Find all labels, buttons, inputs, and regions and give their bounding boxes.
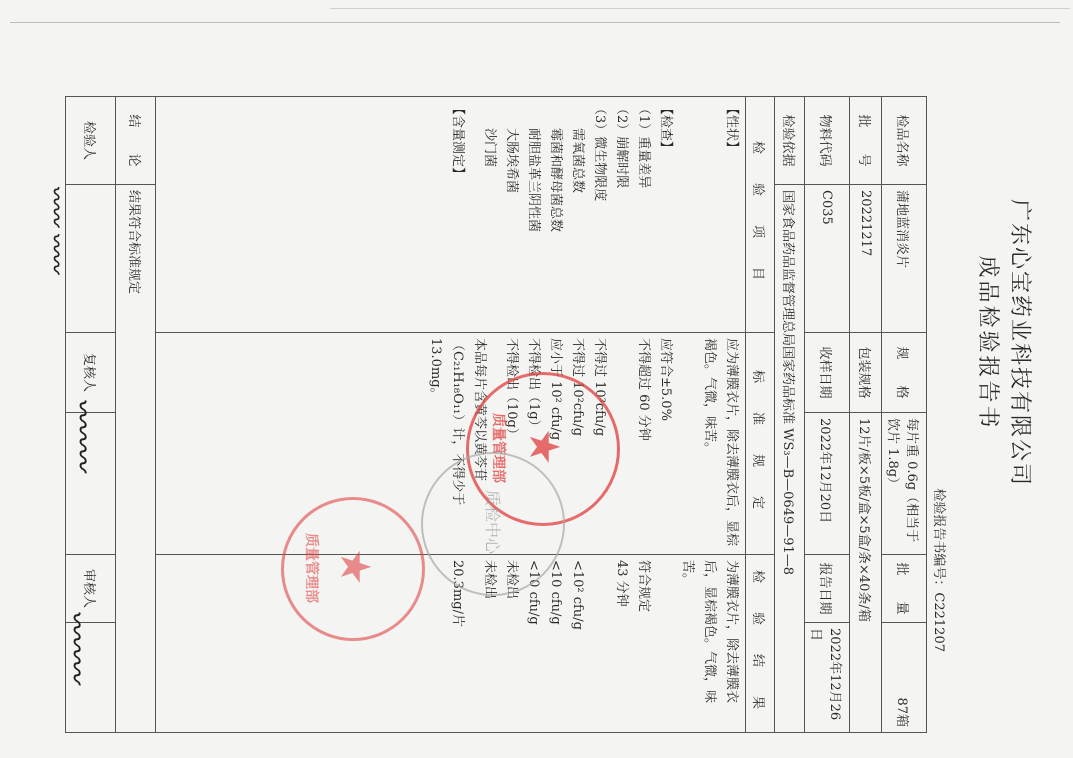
batch-value: 20221217: [850, 185, 882, 333]
col-standard-header: 标 准 规 定: [746, 333, 775, 555]
seal-inner-text: 质检中心: [483, 490, 502, 555]
reviewer-label: 复核人: [66, 333, 116, 413]
manufacturer-seal: [281, 497, 425, 641]
inspector-label: 检验人: [66, 97, 116, 185]
inspection-center-seal: [421, 452, 565, 596]
inspector-signature-cell: [66, 185, 116, 333]
salmonella-result: 未检出: [482, 560, 497, 600]
assay-result: 20.3mg/片: [450, 560, 465, 627]
col-result-header: 检 验 结 果: [746, 555, 775, 733]
weight-standard: 应符合±5.0%: [658, 338, 673, 421]
recv-value: 2022年12月20日: [805, 413, 850, 555]
check-microbial: （3）微生物限度: [592, 102, 607, 202]
scan-edge-line: [330, 8, 1070, 9]
aerobic-standard: 不得过 10³cfu/g: [592, 338, 607, 437]
assay-standard: 本品每片含黄芩以黄芩苷（C₂₁H₁₈O₁₁）计，不得少于 13.0mg。: [428, 338, 487, 506]
product-value: 蒲地蓝消炎片: [882, 185, 927, 333]
qty-value: 87箱: [882, 623, 927, 733]
qty-label: 批 量: [882, 555, 927, 623]
disintegration-standard: 不得超过 60 分钟: [636, 338, 651, 441]
spec-value: 每片重 0.6g（相当于饮片 1.8g）: [882, 413, 927, 555]
seal-star-icon: ★: [520, 428, 569, 466]
report-date-value: 2022年12月26日: [805, 623, 850, 733]
mold-result: <10 cfu/g: [548, 560, 563, 625]
weight-result: 符合规定: [636, 560, 651, 613]
micro-salmonella: 沙门菌: [482, 128, 497, 168]
gram-negative-standard: 应小于 10² cfu/g: [548, 338, 563, 441]
pack-value: 12片/板×5板/盒×5盒/条×40条/箱: [850, 413, 882, 733]
micro-aerobic: 需氧菌总数: [570, 128, 585, 194]
approver-signature: 〰〰〰: [62, 610, 90, 682]
micro-gram-negative: 耐胆盐革兰阴性菌: [526, 128, 541, 233]
check-disintegration: （2）崩解时限: [614, 102, 629, 189]
appearance-result: 为薄膜衣片，除去薄膜衣后，显棕褐色。气微，味苦。: [680, 560, 739, 704]
inspection-report: [25, 12, 1045, 727]
micro-mold: 霉菌和酵母菌总数: [548, 128, 563, 233]
gram-negative-result: <10 cfu/g: [526, 560, 541, 625]
conclusion-label: 结 论: [116, 97, 156, 185]
ecoli-standard: 不得检出（1g）: [526, 338, 541, 433]
basis-value: 国家食品药品监督管理总局国家药品标准 WS₃—B—0649—91—8: [775, 185, 805, 733]
code-label: 物料代码: [805, 97, 850, 185]
pack-label: 包装规格: [850, 333, 882, 413]
section-check: 【检查】: [658, 102, 673, 155]
salmonella-standard: 不得检出（10g）: [504, 338, 519, 441]
seal-star-icon: ★: [331, 548, 380, 586]
recv-label: 收样日期: [805, 333, 850, 413]
report-number: 检验报告书编号：C221207: [931, 488, 946, 652]
ecoli-result: 未检出: [504, 560, 519, 600]
aerobic-result: <10² cfu/g: [570, 560, 585, 630]
report-date-label: 报告日期: [805, 555, 850, 623]
spec-label: 规 格: [882, 333, 927, 413]
inspector-signature: 〰〰 〰〰: [44, 185, 68, 272]
seal-inner-text: 质量管理部: [490, 413, 506, 483]
disintegration-result: 43 分钟: [614, 560, 629, 607]
conclusion-text: 结果符合标准规定: [116, 185, 156, 733]
section-assay: 【含量测定】: [450, 102, 465, 181]
basis-label: 检验依据: [775, 97, 805, 185]
approver-label: 审核人: [66, 555, 116, 623]
code-value: C035: [805, 185, 850, 333]
col-item-header: 检 验 项 目: [746, 97, 775, 333]
appearance-standard: 应为薄膜衣片，除去薄膜衣后，显棕褐色。气微，味苦。: [702, 338, 739, 547]
check-weight: （1）重量差异: [636, 102, 651, 189]
items-column: [156, 97, 746, 333]
company-name: 广东心宝药业科技有限公司: [1007, 198, 1032, 487]
seal-inner-text: 质量管理部: [303, 533, 319, 603]
micro-ecoli: 大肠埃希菌: [504, 128, 519, 194]
section-appearance: 【性状】: [724, 102, 739, 155]
report-title: 成品检验报告书: [975, 255, 1000, 431]
reviewer-signature: 〰〰〰: [68, 398, 96, 470]
product-label: 检品名称: [882, 97, 927, 185]
batch-label: 批 号: [850, 97, 882, 185]
mold-standard: 不得过 10²cfu/g: [570, 338, 585, 437]
